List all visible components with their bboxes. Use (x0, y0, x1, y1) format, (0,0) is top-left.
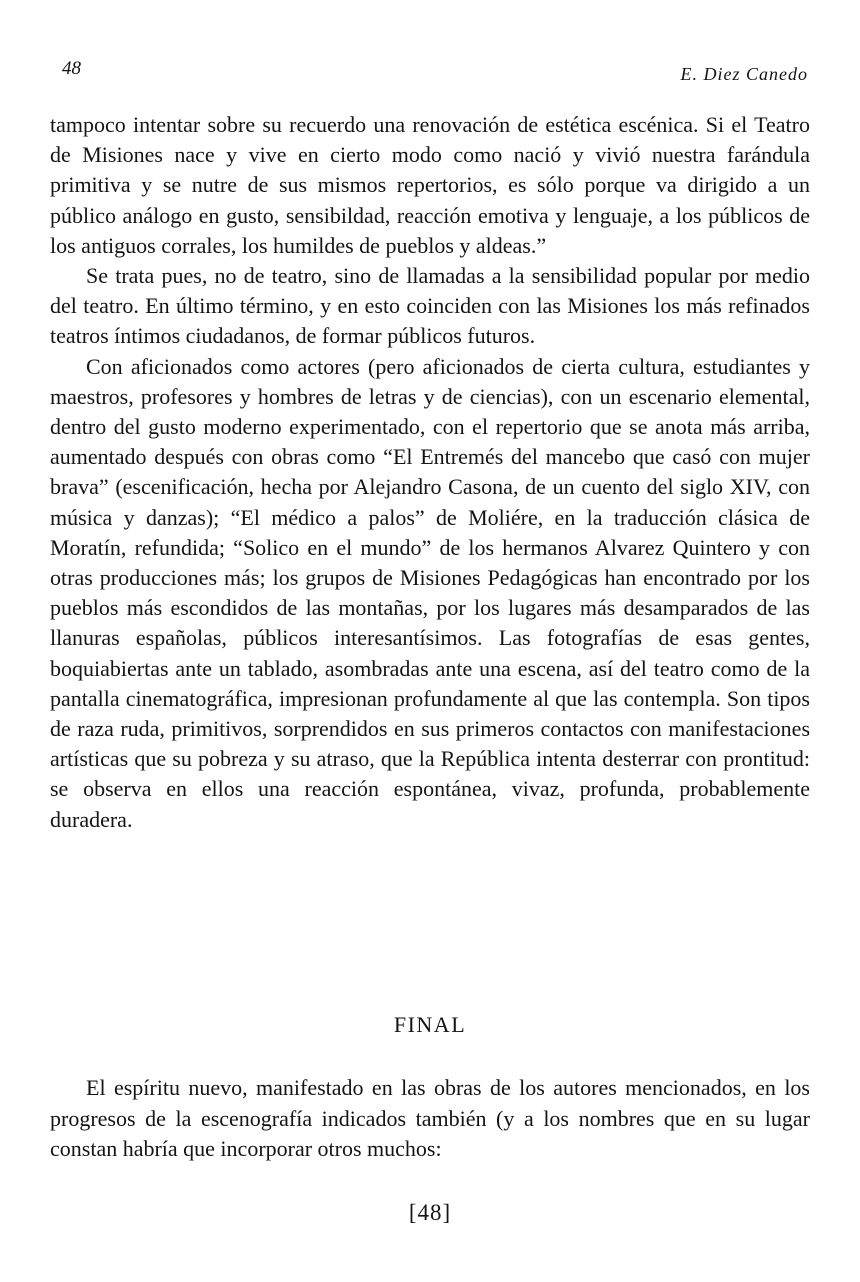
running-head: E. Diez Canedo (680, 64, 808, 84)
paragraph-continuation: tampoco intentar sobre su recuerdo una renovación de estética escénica. Si el Teatro de Misiones nace y vive en cierto modo como nació y vivió nuestra farándula primitiva y se nutre de sus mismos repertorios, es sólo porque va dirigido a un público análogo en gusto, sensibildad, reacción emotiva y lenguaje, a los públicos de los antiguos corrales, los humildes de pueblos y aldeas.” (50, 112, 810, 258)
folio: [48] (408, 1200, 452, 1225)
paragraph: El espíritu nuevo, manifestado en las obras de los autores mencionados, en los progresos de la escenografía indicados también (y a los nombres que en su lugar constan habría que incorporar otros muchos: (50, 1075, 810, 1161)
final-section-text (50, 1073, 810, 1165)
body-text (50, 110, 810, 835)
paragraph: Con aficionados como actores (pero aficionados de cierta cultura, estudiantes y maestros, profesores y hombres de letras y de ciencias), con un escenario elemental, dentro del gusto moderno experimentado, con el repertorio que se anota más arriba, aumentado después con obras como “El Entremés del mancebo que casó con mujer brava” (escenificación, hecha por Alejandro Casona, de un cuento del siglo XIV, con música y danzas); “El médico a palos” de Moliére, en la traducción clásica de Moratín, refundida; “Solico en el mundo” de los hermanos Alvarez Quintero y con otras producciones más; los grupos de Misiones Pedagógicas han encontrado por los pueblos más escondidos de las montañas, por los lugares más desamparados de las llanuras españolas, públicos interesantísimos. Las fotografías de esas gentes, boquiabiertas ante un tablado, asombradas ante una escena, así del teatro como de la pantalla cinematográfica, impresionan profundamente al que las contempla. Son tipos de raza ruda, primitivos, sorprendidos en sus primeros contactos con manifestaciones artísticas que su pobreza y su atraso, que la República intenta desterrar con prontitud: se observa en ellos una reacción espontánea, vivaz, profunda, probablemente duradera. (50, 353, 810, 832)
section-heading: FINAL (393, 1012, 467, 1037)
paragraph: Se trata pues, no de teatro, sino de llamadas a la sensibilidad popular por medio del teatro. En último término, y en esto coinciden con las Misiones los más refinados teatros íntimos ciudadanos, de formar públicos futuros. (50, 263, 810, 349)
page-number: 48 (62, 58, 81, 79)
